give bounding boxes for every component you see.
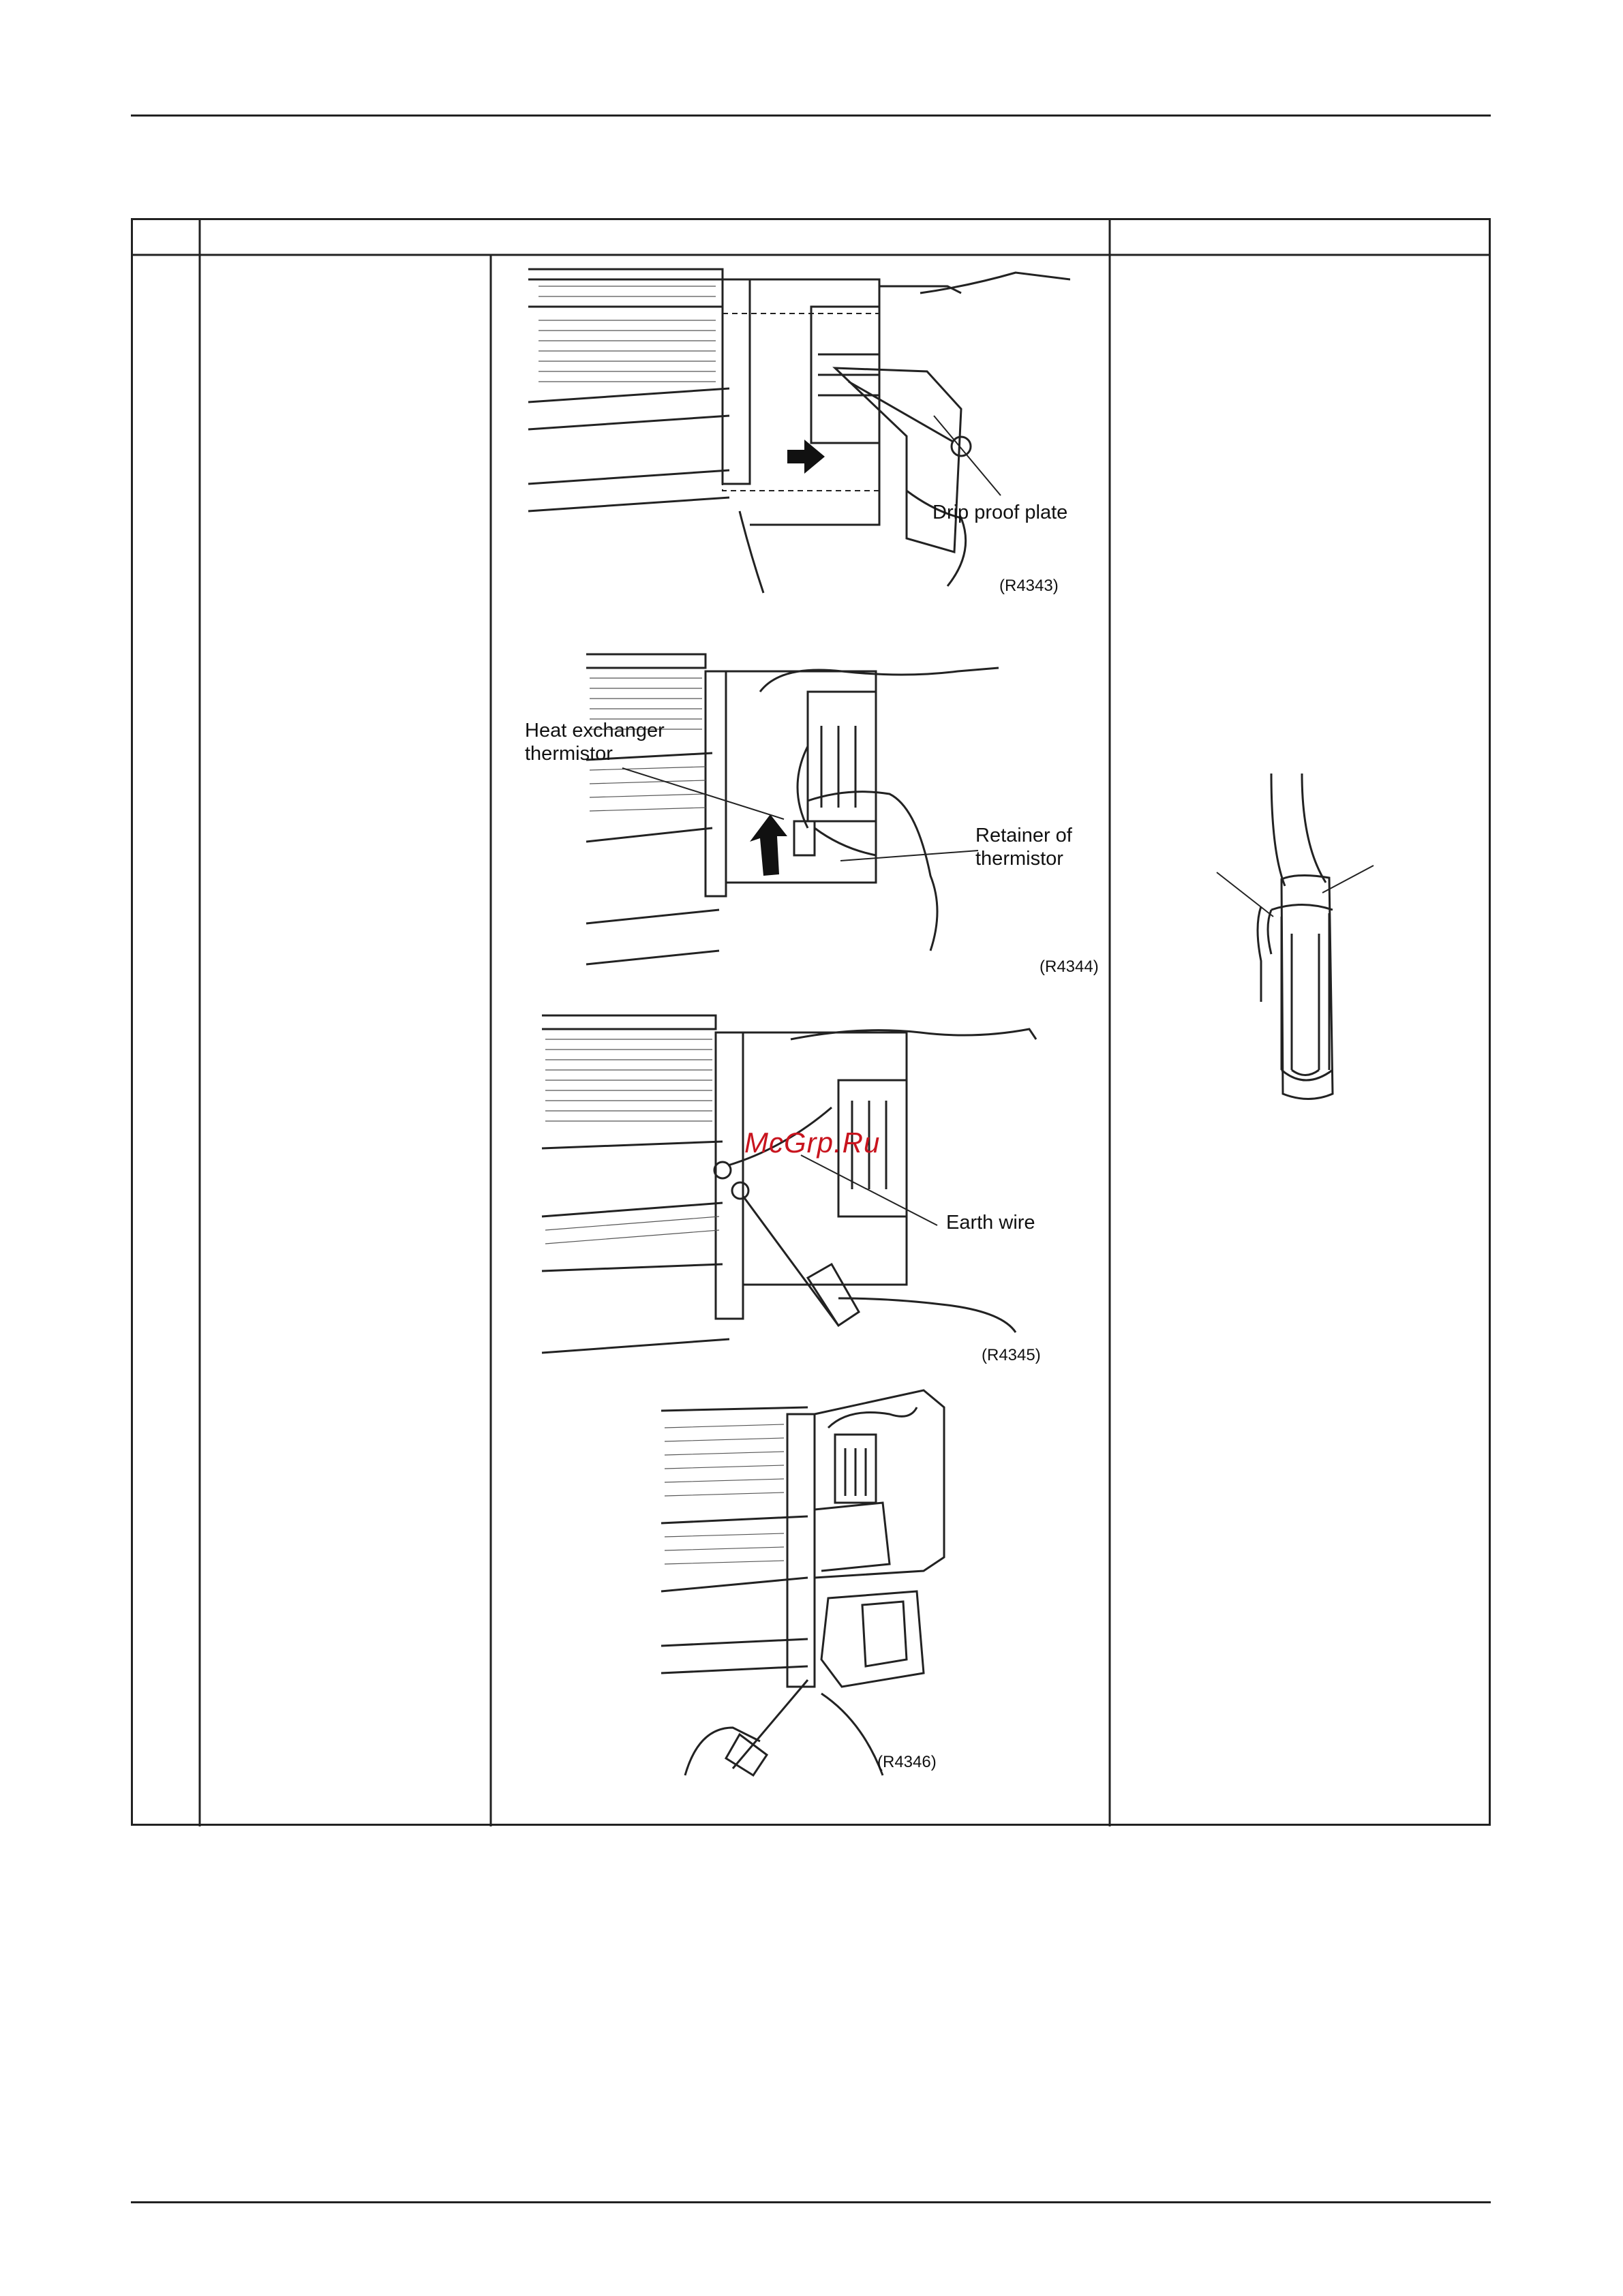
figure-earth-wire — [539, 1012, 1084, 1366]
figure-control-box — [658, 1387, 1012, 1779]
figure-code: (R4345) — [982, 1346, 1041, 1364]
unit-illustration — [539, 1012, 1084, 1366]
watermark: McGrp.Ru — [744, 1127, 881, 1159]
retainer-of-thermistor-label: Retainer of thermistor — [975, 825, 1072, 870]
top-rule — [131, 114, 1491, 117]
earth-wire-label: Earth wire — [946, 1212, 1035, 1234]
figure-code: (R4344) — [1040, 958, 1099, 976]
bottom-rule — [131, 2201, 1491, 2203]
figure-code: (R4343) — [999, 577, 1059, 595]
unit-illustration — [525, 266, 1070, 600]
figure-code: (R4346) — [877, 1753, 937, 1771]
figure-thermistor-retainer — [1207, 770, 1384, 1104]
thermistor-retainer-illustration — [1207, 770, 1384, 1104]
heat-exchanger-thermistor-label: Heat exchanger thermistor — [525, 720, 665, 765]
unit-illustration — [658, 1387, 1012, 1779]
unit-illustration — [521, 651, 1108, 985]
figure-drip-proof-plate — [525, 266, 1070, 600]
drip-proof-plate-label: Drip proof plate — [932, 502, 1068, 523]
figure-heat-exchanger-thermistor — [521, 651, 1108, 985]
